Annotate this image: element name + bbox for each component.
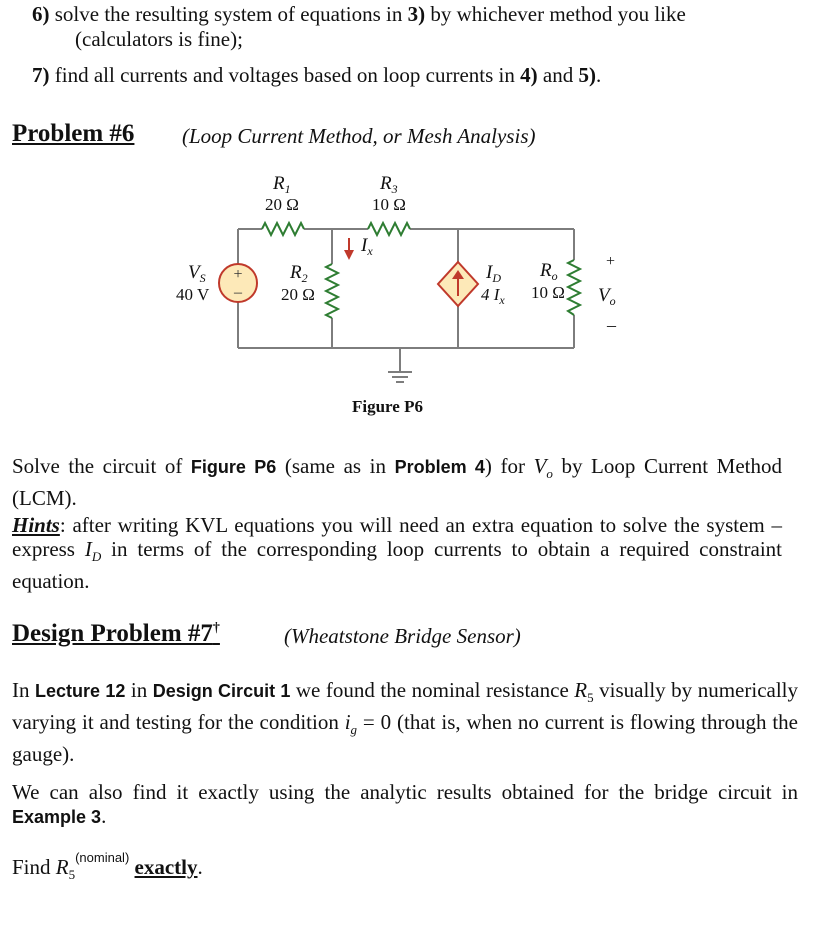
r2-resistor [326,264,338,318]
ro-value: 10 Ω [531,283,565,302]
exactly-word: exactly [134,855,198,879]
step-6 [32,2,686,26]
vs-value: 40 V [176,285,210,304]
vo-minus: – [607,315,616,335]
vo-label: $V_o$ [598,285,616,308]
step-6-text: solve the resulting system of equations in 3) by whichever method you like [54,2,686,26]
source-plus: + [233,266,243,283]
r2-label: $R_2$ [290,262,308,285]
design-7-heading: Design Problem #7† [12,620,220,647]
ix-arrow-icon [344,238,354,260]
hints-paragraph: Hints: after writing KVL equations you will need an extra equation to solve the system – express $I_D$ in terms of the corresponding loop currents to obtain a required constraint equation. [12,513,782,594]
id-label: $I_D$ [486,262,501,285]
hints-label: Hints [12,513,60,537]
r1-value: 20 Ω [265,195,299,214]
step-7-number: 7) [32,63,50,87]
r1-label: $R_1$ [273,173,291,196]
vs-label: $V_S$ [188,262,206,285]
step-7-text: find all currents and voltages based on loop currents in 4) and 5). [54,63,602,87]
ix-label: $I_x$ [361,235,373,258]
r1-resistor [262,223,304,235]
problem-6-heading: Problem #6 [12,120,135,147]
step-6-continuation: (calculators is fine); [75,27,243,51]
r3-resistor [368,223,410,235]
figure-caption: Figure P6 [352,397,423,416]
step-7 [32,63,601,87]
step-6-number: 6) [32,2,50,26]
design-7-subtitle: (Wheatstone Bridge Sensor) [284,624,521,648]
r2-value: 20 Ω [281,285,315,304]
r3-value: 10 Ω [372,195,406,214]
problem-6-paragraph: Solve the circuit of Figure P6 (same as in Problem 4) for $V_o$ by Loop Current Method (LCM). [12,454,782,511]
find-line: Find $R_5^{(nominal)}$ exactly. [12,850,203,883]
problem-6-subtitle: (Loop Current Method, or Mesh Analysis) [182,124,536,148]
circuit-figure-p6 [0,160,838,430]
r3-label: $R_3$ [380,173,398,196]
design-7-paragraph-2: We can also find it exactly using the analytic results obtained for the bridge circuit in Example 3. [12,780,798,828]
ro-resistor [568,260,580,315]
ro-label: $R_o$ [540,260,558,283]
voltage-source-icon [219,264,257,302]
design-7-paragraph-1: In Lecture 12 in Design Circuit 1 we found the nominal resistance $R_5$ visually by numerically varying it and testing for the condition $i_g = 0$ (that is, when no current is flowing through the gauge). [12,678,799,767]
source-minus: – [234,284,242,301]
dependent-current-source-icon [438,262,478,306]
id-value: 4 $I_x$ [481,285,505,307]
dagger-mark: † [212,620,220,636]
vo-plus: + [606,253,616,270]
